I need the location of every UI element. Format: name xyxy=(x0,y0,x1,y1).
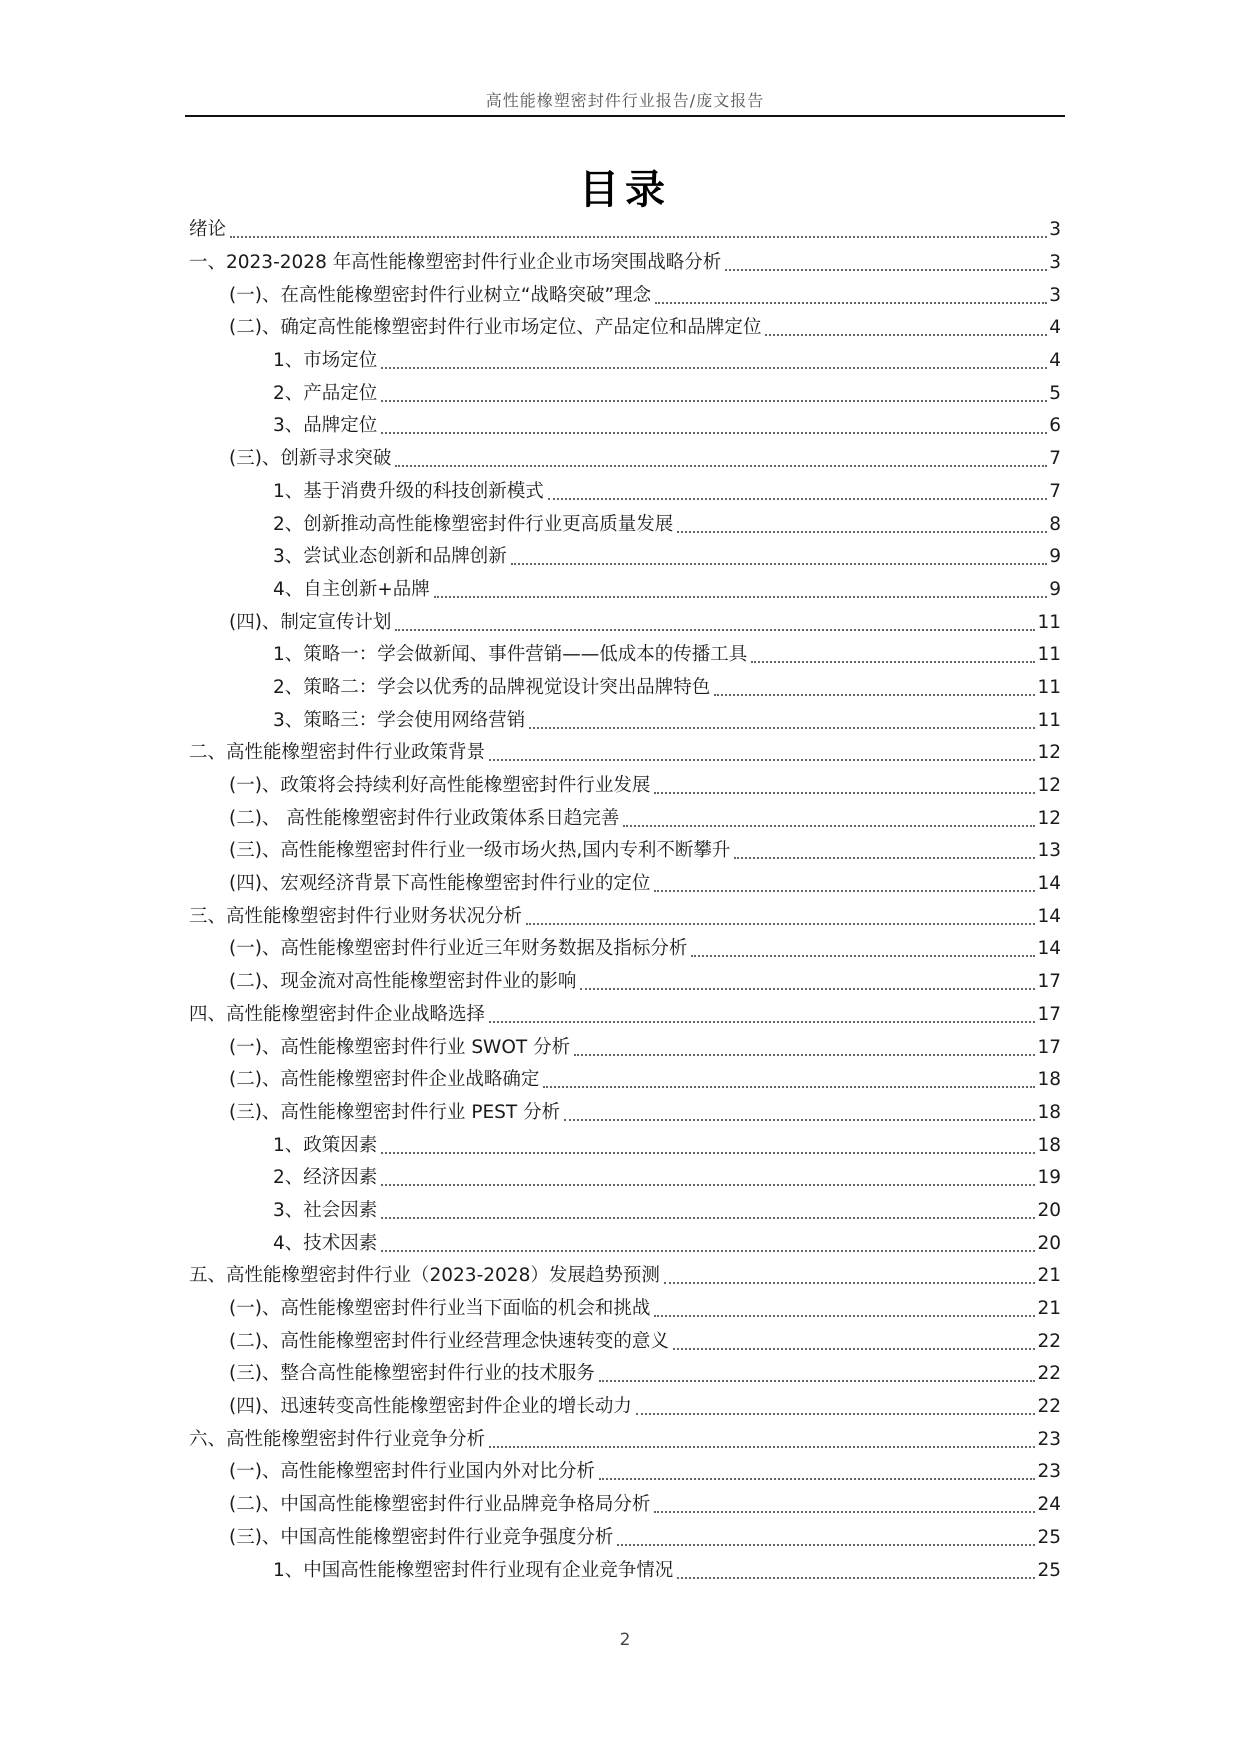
dot-leader xyxy=(230,236,1047,238)
dot-leader xyxy=(489,1021,1035,1023)
dot-leader xyxy=(395,629,1035,631)
toc-entry-page: 6 xyxy=(1049,415,1061,437)
toc-entry[interactable] xyxy=(189,443,1061,476)
toc-entry-page: 18 xyxy=(1037,1101,1061,1123)
toc-entry-title: (三)、中国高性能橡塑密封件行业竞争强度分析 xyxy=(229,1526,614,1548)
toc-entry[interactable] xyxy=(189,1195,1061,1228)
toc-entry-title: 3、尝试业态创新和品牌创新 xyxy=(273,546,507,568)
toc-title: 目录 xyxy=(579,166,671,213)
toc-entry-page: 22 xyxy=(1037,1396,1061,1418)
dot-leader xyxy=(765,334,1047,336)
dot-leader xyxy=(543,1086,1035,1088)
toc-entry[interactable] xyxy=(189,410,1061,443)
toc-entry[interactable] xyxy=(189,639,1061,672)
toc-entry-page: 20 xyxy=(1037,1232,1061,1254)
dot-leader xyxy=(381,1184,1035,1186)
toc-entry-page: 14 xyxy=(1037,873,1061,895)
toc-entry-page: 8 xyxy=(1049,513,1061,535)
toc-entry[interactable] xyxy=(189,247,1061,280)
toc-entry-page: 11 xyxy=(1037,709,1061,731)
toc-entry-title: 1、市场定位 xyxy=(273,350,378,372)
toc-entry-page: 12 xyxy=(1037,775,1061,797)
toc-entry[interactable] xyxy=(189,999,1061,1032)
toc-entry-title: 3、策略三：学会使用网络营销 xyxy=(273,709,526,731)
dot-leader xyxy=(381,1152,1035,1154)
toc-entry-page: 17 xyxy=(1037,1036,1061,1058)
toc-entry-page: 21 xyxy=(1037,1265,1061,1287)
toc-entry[interactable] xyxy=(189,1489,1061,1522)
toc-entry-title: 四、高性能橡塑密封件企业战略选择 xyxy=(189,1003,486,1025)
toc-entry[interactable] xyxy=(189,606,1061,639)
toc-entry-title: (二)、 高性能橡塑密封件行业政策体系日趋完善 xyxy=(229,807,620,829)
toc-entry-title: 二、高性能橡塑密封件行业政策背景 xyxy=(189,742,486,764)
toc-entry[interactable] xyxy=(189,1522,1061,1555)
toc-entry-page: 22 xyxy=(1037,1363,1061,1385)
toc-entry-page: 11 xyxy=(1037,611,1061,633)
toc-entry-title: (二)、中国高性能橡塑密封件行业品牌竞争格局分析 xyxy=(229,1494,651,1516)
toc-entry[interactable] xyxy=(189,312,1061,345)
dot-leader xyxy=(381,432,1047,434)
header-rule xyxy=(185,115,1065,117)
dot-leader xyxy=(599,1478,1036,1480)
toc-entry[interactable] xyxy=(189,737,1061,770)
toc-entry[interactable] xyxy=(189,1260,1061,1293)
toc-entry-page: 3 xyxy=(1049,252,1061,274)
dot-leader xyxy=(654,792,1035,794)
toc-entry[interactable] xyxy=(189,1391,1061,1424)
dot-leader xyxy=(636,1413,1036,1415)
toc-entry-page: 18 xyxy=(1037,1069,1061,1091)
toc-entry-page: 24 xyxy=(1037,1494,1061,1516)
toc-entry-title: 3、社会因素 xyxy=(273,1199,378,1221)
dot-leader xyxy=(734,857,1035,859)
dot-leader xyxy=(395,465,1047,467)
dot-leader xyxy=(511,563,1047,565)
toc-entry[interactable] xyxy=(189,1293,1061,1326)
toc-entry-page: 17 xyxy=(1037,971,1061,993)
toc-entry-title: 六、高性能橡塑密封件行业竞争分析 xyxy=(189,1428,486,1450)
toc-entry-title: 一、2023-2028 年高性能橡塑密封件行业企业市场突围战略分析 xyxy=(189,252,722,274)
toc-entry-title: (三)、高性能橡塑密封件行业 PEST 分析 xyxy=(229,1101,561,1123)
toc-entry-page: 21 xyxy=(1037,1298,1061,1320)
dot-leader xyxy=(489,759,1035,761)
toc-entry[interactable] xyxy=(189,1227,1061,1260)
toc-entry[interactable] xyxy=(189,1129,1061,1162)
toc-entry-title: 绪论 xyxy=(189,219,227,241)
toc-entry[interactable] xyxy=(189,868,1061,901)
dot-leader xyxy=(677,1577,1035,1579)
toc-entry[interactable] xyxy=(189,672,1061,705)
dot-leader xyxy=(580,988,1035,990)
dot-leader xyxy=(677,531,1047,533)
toc-entry-title: (二)、高性能橡塑密封件企业战略确定 xyxy=(229,1069,540,1091)
toc-entry[interactable] xyxy=(189,345,1061,378)
dot-leader xyxy=(623,825,1035,827)
dot-leader xyxy=(434,596,1047,598)
toc-entry-title: (三)、高性能橡塑密封件行业一级市场火热,国内专利不断攀升 xyxy=(229,840,731,862)
toc-entry-title: 1、政策因素 xyxy=(273,1134,378,1156)
toc-entry[interactable] xyxy=(189,1456,1061,1489)
toc-entry[interactable] xyxy=(189,1162,1061,1195)
toc-entry-page: 18 xyxy=(1037,1134,1061,1156)
toc-entry-title: 2、创新推动高性能橡塑密封件行业更高质量发展 xyxy=(273,513,674,535)
toc-entry-page: 11 xyxy=(1037,644,1061,666)
toc-entry-page: 4 xyxy=(1049,317,1061,339)
toc-entry-page: 20 xyxy=(1037,1199,1061,1221)
toc-entry-page: 25 xyxy=(1037,1526,1061,1548)
dot-leader xyxy=(381,1217,1035,1219)
toc-entry-title: (四)、宏观经济背景下高性能橡塑密封件行业的定位 xyxy=(229,873,651,895)
toc-entry-title: 1、中国高性能橡塑密封件行业现有企业竞争情况 xyxy=(273,1559,674,1581)
toc-entry[interactable] xyxy=(189,1031,1061,1064)
toc-entry-title: (二)、高性能橡塑密封件行业经营理念快速转变的意义 xyxy=(229,1330,669,1352)
toc-entry[interactable] xyxy=(189,1554,1061,1587)
toc-entry[interactable] xyxy=(189,574,1061,607)
toc-entry[interactable] xyxy=(189,770,1061,803)
toc-entry-page: 9 xyxy=(1049,546,1061,568)
toc-entry-page: 3 xyxy=(1049,219,1061,241)
toc-entry-title: 3、品牌定位 xyxy=(273,415,378,437)
toc-entry-page: 3 xyxy=(1049,284,1061,306)
toc-entry-page: 4 xyxy=(1049,350,1061,372)
toc-entry-page: 5 xyxy=(1049,382,1061,404)
dot-leader xyxy=(751,661,1035,663)
toc-entry-page: 7 xyxy=(1049,448,1061,470)
dot-leader xyxy=(574,1054,1035,1056)
dot-leader xyxy=(529,727,1035,729)
dot-leader xyxy=(599,1380,1036,1382)
toc-entry[interactable] xyxy=(189,966,1061,999)
toc-entry-title: (一)、在高性能橡塑密封件行业树立“战略突破”理念 xyxy=(229,284,652,306)
toc-entry-page: 13 xyxy=(1037,840,1061,862)
toc-entry-title: 4、技术因素 xyxy=(273,1232,378,1254)
toc-entry[interactable] xyxy=(189,476,1061,509)
toc-entry-title: (二)、现金流对高性能橡塑密封件业的影响 xyxy=(229,971,577,993)
toc-entry-page: 19 xyxy=(1037,1167,1061,1189)
dot-leader xyxy=(714,694,1035,696)
toc-entry[interactable] xyxy=(189,1325,1061,1358)
toc-entry-page: 14 xyxy=(1037,905,1061,927)
dot-leader xyxy=(381,367,1047,369)
toc-entry-page: 22 xyxy=(1037,1330,1061,1352)
toc-entry-title: (四)、制定宣传计划 xyxy=(229,611,392,633)
toc-entry[interactable] xyxy=(189,835,1061,868)
toc-entry[interactable] xyxy=(189,1423,1061,1456)
toc-entry[interactable] xyxy=(189,802,1061,835)
toc-entry-page: 23 xyxy=(1037,1428,1061,1450)
dot-leader xyxy=(655,302,1047,304)
toc-entry-title: (三)、创新寻求突破 xyxy=(229,448,392,470)
toc-entry-title: 1、策略一：学会做新闻、事件营销——低成本的传播工具 xyxy=(273,644,748,666)
toc-entry-title: (一)、高性能橡塑密封件行业当下面临的机会和挑战 xyxy=(229,1298,651,1320)
toc-entry-title: (二)、确定高性能橡塑密封件行业市场定位、产品定位和品牌定位 xyxy=(229,317,762,339)
dot-leader xyxy=(654,1511,1035,1513)
toc-entry-title: 1、基于消费升级的科技创新模式 xyxy=(273,480,544,502)
dot-leader xyxy=(664,1282,1036,1284)
toc-entry-title: 2、产品定位 xyxy=(273,382,378,404)
page-number: 2 xyxy=(619,1630,631,1650)
toc-entry[interactable] xyxy=(189,377,1061,410)
toc-entry[interactable] xyxy=(189,900,1061,933)
toc-entry-title: 五、高性能橡塑密封件行业（2023-2028）发展趋势预测 xyxy=(189,1265,660,1287)
toc-entry[interactable] xyxy=(189,704,1061,737)
table-of-contents xyxy=(189,214,1061,1587)
toc-entry[interactable] xyxy=(189,508,1061,541)
dot-leader xyxy=(548,498,1047,500)
dot-leader xyxy=(526,923,1035,925)
toc-entry[interactable] xyxy=(189,279,1061,312)
dot-leader xyxy=(381,1250,1035,1252)
toc-entry[interactable] xyxy=(189,1064,1061,1097)
dot-leader xyxy=(381,400,1047,402)
toc-entry-title: 4、自主创新+品牌 xyxy=(273,578,430,600)
toc-entry-title: (一)、高性能橡塑密封件行业 SWOT 分析 xyxy=(229,1036,571,1058)
toc-entry-title: 三、高性能橡塑密封件行业财务状况分析 xyxy=(189,905,523,927)
toc-entry-title: 2、经济因素 xyxy=(273,1167,378,1189)
toc-entry-page: 11 xyxy=(1037,676,1061,698)
dot-leader xyxy=(654,1315,1035,1317)
dot-leader xyxy=(489,1446,1035,1448)
toc-entry[interactable] xyxy=(189,1358,1061,1391)
running-header: 高性能橡塑密封件行业报告/庞文报告 xyxy=(485,91,765,110)
toc-entry-page: 25 xyxy=(1037,1559,1061,1581)
toc-entry-title: (一)、高性能橡塑密封件行业近三年财务数据及指标分析 xyxy=(229,938,688,960)
toc-entry-page: 23 xyxy=(1037,1461,1061,1483)
toc-entry-page: 14 xyxy=(1037,938,1061,960)
toc-entry-page: 12 xyxy=(1037,742,1061,764)
dot-leader xyxy=(617,1544,1035,1546)
toc-entry-title: 2、策略二：学会以优秀的品牌视觉设计突出品牌特色 xyxy=(273,676,711,698)
toc-entry-page: 7 xyxy=(1049,480,1061,502)
toc-entry[interactable] xyxy=(189,933,1061,966)
toc-entry-page: 17 xyxy=(1037,1003,1061,1025)
dot-leader xyxy=(725,269,1047,271)
dot-leader xyxy=(564,1119,1035,1121)
toc-entry-title: (四)、迅速转变高性能橡塑密封件企业的增长动力 xyxy=(229,1396,632,1418)
toc-entry-title: (三)、整合高性能橡塑密封件行业的技术服务 xyxy=(229,1363,595,1385)
toc-entry-title: (一)、政策将会持续利好高性能橡塑密封件行业发展 xyxy=(229,775,651,797)
toc-entry[interactable] xyxy=(189,541,1061,574)
toc-entry[interactable] xyxy=(189,214,1061,247)
toc-entry[interactable] xyxy=(189,1097,1061,1130)
toc-entry-title: (一)、高性能橡塑密封件行业国内外对比分析 xyxy=(229,1461,595,1483)
dot-leader xyxy=(673,1348,1036,1350)
toc-entry-page: 12 xyxy=(1037,807,1061,829)
toc-entry-page: 9 xyxy=(1049,578,1061,600)
dot-leader xyxy=(654,890,1035,892)
dot-leader xyxy=(691,955,1035,957)
